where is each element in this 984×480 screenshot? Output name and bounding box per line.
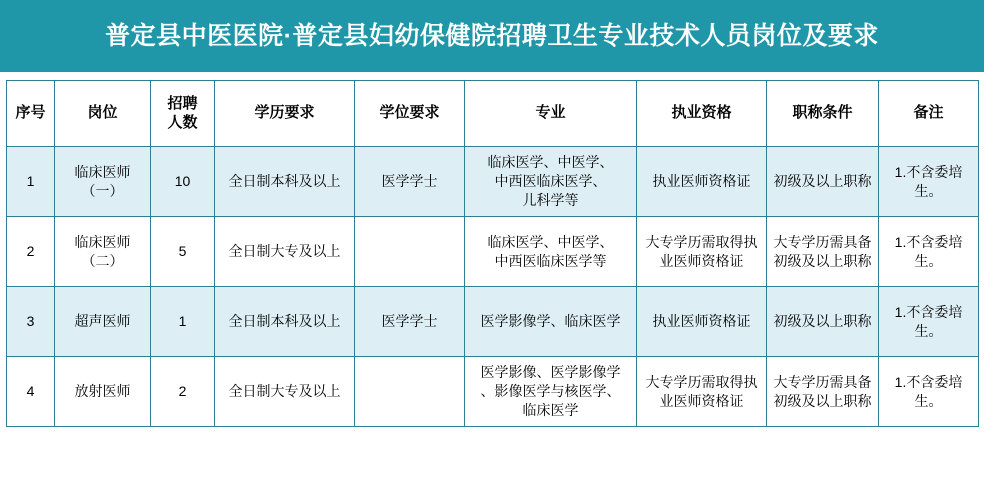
cell-post <box>55 287 151 357</box>
cell-title-condition-line1: 大专学历需具备 <box>773 233 872 250</box>
column-header-license: 执业资格 <box>637 81 767 147</box>
cell-license <box>637 147 767 217</box>
column-header-count-line1: 招聘 <box>167 94 198 112</box>
column-header-count-line2: 人数 <box>167 113 198 131</box>
document-title-bar <box>0 0 984 72</box>
cell-major-line1: 临床医学、中医学、 <box>487 233 614 250</box>
cell-index: 3 <box>7 287 55 357</box>
cell-count: 2 <box>151 357 215 427</box>
cell-license-line1: 大专学历需取得执 <box>645 373 758 390</box>
cell-major <box>465 357 637 427</box>
cell-remark: 1.不含委培生。 <box>879 147 979 217</box>
cell-education: 全日制本科及以上 <box>215 287 355 357</box>
table-header-row <box>7 81 979 147</box>
cell-count: 1 <box>151 287 215 357</box>
cell-license-line1: 执业医师资格证 <box>652 313 751 330</box>
cell-license <box>637 217 767 287</box>
table-row <box>7 287 979 357</box>
cell-license <box>637 357 767 427</box>
cell-major-line1: 临床医学、中医学、 <box>487 154 614 171</box>
cell-title-condition <box>767 357 879 427</box>
column-header-remark: 备注 <box>879 81 979 147</box>
cell-post <box>55 147 151 217</box>
cell-major-line2: 、影像医学与核医学、 <box>480 383 621 400</box>
table-row <box>7 217 979 287</box>
cell-post-line2: （二） <box>81 252 124 269</box>
cell-license-line1: 大专学历需取得执 <box>645 233 758 250</box>
cell-post <box>55 357 151 427</box>
cell-index: 1 <box>7 147 55 217</box>
cell-major <box>465 287 637 357</box>
table-row <box>7 147 979 217</box>
cell-degree <box>355 357 465 427</box>
column-header-title-condition: 职称条件 <box>767 81 879 147</box>
cell-major <box>465 217 637 287</box>
cell-post-line1: 超声医师 <box>74 313 131 330</box>
cell-post <box>55 217 151 287</box>
column-header-count <box>151 81 215 147</box>
cell-major-line3: 临床医学 <box>522 401 579 418</box>
cell-post-line1: 临床医师 <box>74 163 131 180</box>
cell-major-line1: 医学影像学、临床医学 <box>480 313 621 330</box>
cell-degree: 医学学士 <box>355 287 465 357</box>
column-header-major: 专业 <box>465 81 637 147</box>
cell-count: 5 <box>151 217 215 287</box>
cell-post-line2: （一） <box>81 182 124 199</box>
cell-post-line1: 临床医师 <box>74 233 131 250</box>
page-title: 普定县中医医院·普定县妇幼保健院招聘卫生专业技术人员岗位及要求 <box>105 22 879 50</box>
cell-title-condition-line1: 初级及以上职称 <box>773 173 872 190</box>
cell-license-line2: 业医师资格证 <box>659 252 744 269</box>
cell-count: 10 <box>151 147 215 217</box>
cell-remark: 1.不含委培生。 <box>879 217 979 287</box>
cell-title-condition <box>767 147 879 217</box>
cell-index: 4 <box>7 357 55 427</box>
cell-title-condition <box>767 287 879 357</box>
column-header-education: 学历要求 <box>215 81 355 147</box>
cell-license <box>637 287 767 357</box>
column-header-index: 序号 <box>7 81 55 147</box>
cell-degree: 医学学士 <box>355 147 465 217</box>
recruitment-table <box>6 80 979 427</box>
cell-major-line2: 中西医临床医学、 <box>494 173 607 190</box>
cell-remark: 1.不含委培生。 <box>879 287 979 357</box>
cell-degree <box>355 217 465 287</box>
cell-index: 2 <box>7 217 55 287</box>
cell-education: 全日制大专及以上 <box>215 217 355 287</box>
cell-remark: 1.不含委培生。 <box>879 357 979 427</box>
table-container <box>0 72 984 427</box>
cell-title-condition-line1: 大专学历需具备 <box>773 373 872 390</box>
cell-major-line3: 儿科学等 <box>522 191 579 208</box>
cell-title-condition-line2: 初级及以上职称 <box>773 252 872 269</box>
cell-title-condition <box>767 217 879 287</box>
cell-education: 全日制大专及以上 <box>215 357 355 427</box>
column-header-post: 岗位 <box>55 81 151 147</box>
cell-license-line1: 执业医师资格证 <box>652 173 751 190</box>
table-body <box>7 147 979 427</box>
cell-major <box>465 147 637 217</box>
table-header <box>7 81 979 147</box>
cell-license-line2: 业医师资格证 <box>659 392 744 409</box>
cell-title-condition-line1: 初级及以上职称 <box>773 313 872 330</box>
cell-major-line1: 医学影像、医学影像学 <box>480 364 621 381</box>
cell-post-line1: 放射医师 <box>74 383 131 400</box>
table-row <box>7 357 979 427</box>
cell-major-line2: 中西医临床医学等 <box>494 252 607 269</box>
cell-title-condition-line2: 初级及以上职称 <box>773 392 872 409</box>
column-header-degree: 学位要求 <box>355 81 465 147</box>
cell-education: 全日制本科及以上 <box>215 147 355 217</box>
